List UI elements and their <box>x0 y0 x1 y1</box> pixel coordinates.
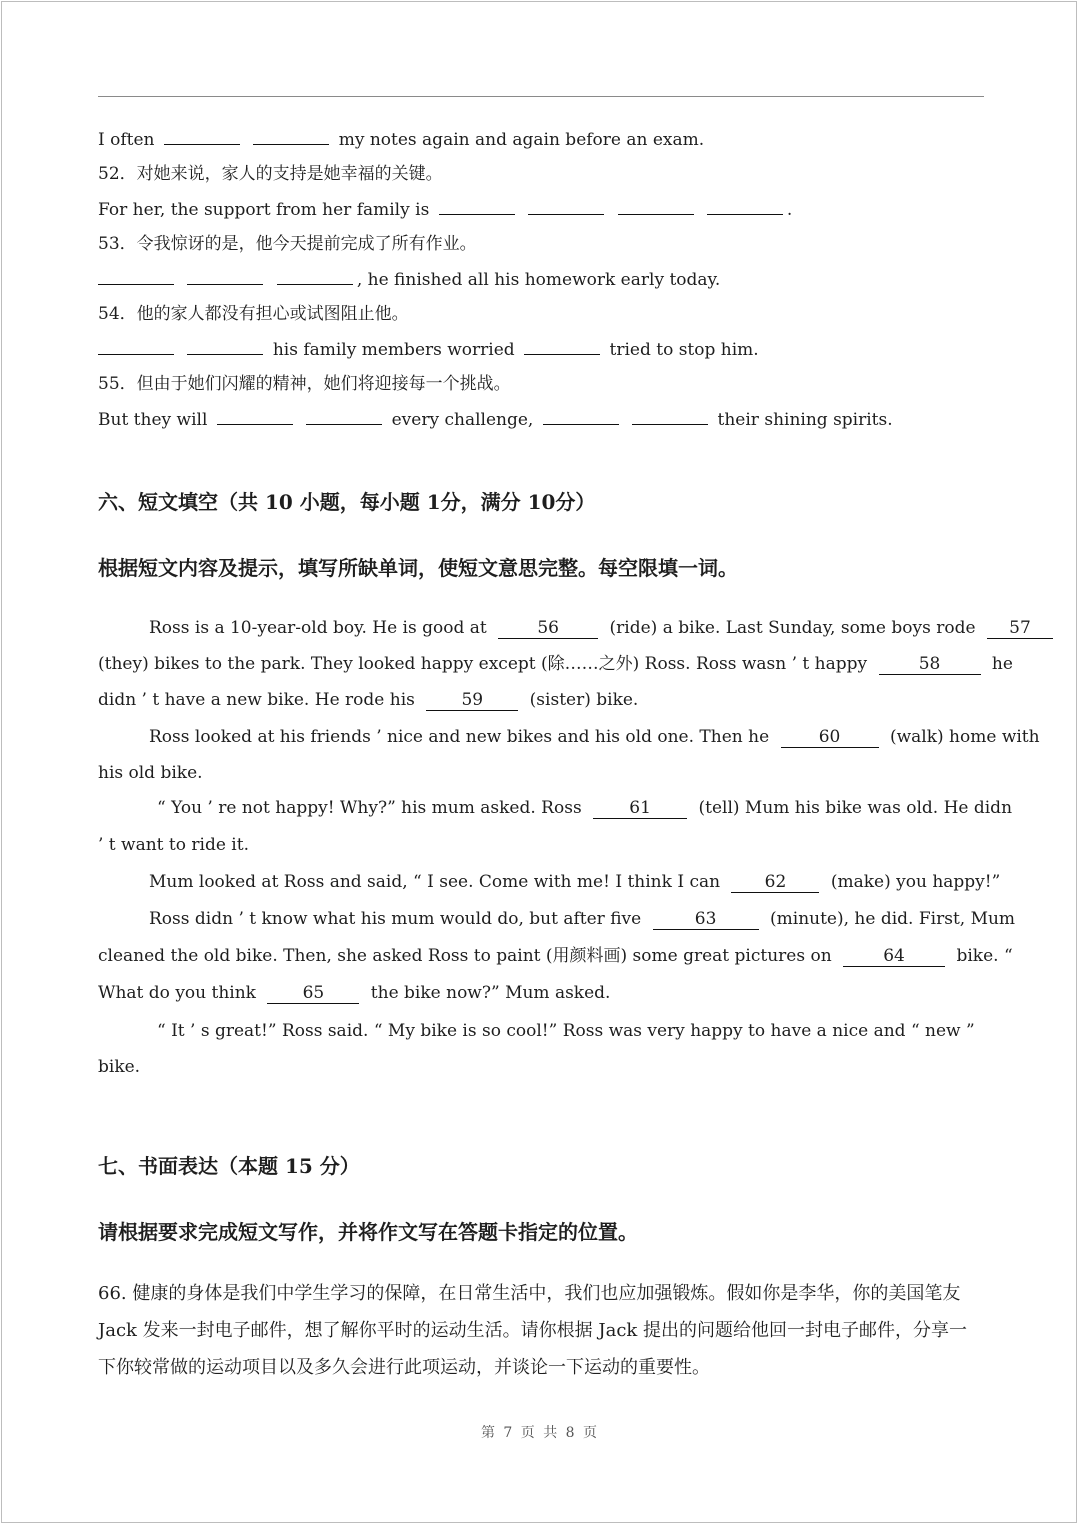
answer-blank-56[interactable]: 56 <box>498 618 598 639</box>
section6-instruction: 根据短文内容及提示，填写所缺单词，使短文意思完整。每空限填一词。 <box>98 556 738 580</box>
passage-line: didn ’ t have a new bike. He rode his 59 (sister) bike. <box>98 690 639 710</box>
answer-blank-62[interactable]: 62 <box>731 872 819 893</box>
answer-blank[interactable] <box>524 338 600 355</box>
passage-line: bike. <box>98 1057 141 1077</box>
q66-line: 66. 健康的身体是我们中学生学习的保障，在日常生活中，我们也应加强锻炼。假如你是李华，你的美国笔友 <box>98 1283 961 1304</box>
q52-line: For her, the support from her family is . <box>98 200 793 220</box>
answer-blank[interactable] <box>164 128 240 145</box>
passage-line: ’ t want to ride it. <box>98 835 249 855</box>
passage-line: Ross looked at his friends ’ nice and new bikes and his old one. Then he 60 (walk) home with <box>149 727 1040 747</box>
answer-blank[interactable] <box>439 198 515 215</box>
page-number: 第 7 页 共 8 页 <box>480 1425 600 1441</box>
answer-blank-63[interactable]: 63 <box>653 909 759 930</box>
answer-blank[interactable] <box>98 268 174 285</box>
answer-blank-58[interactable]: 58 <box>879 654 981 675</box>
passage-line: (they) bikes to the park. They looked happy except (除……之外) Ross. Ross wasn ’ t happy 58 he <box>98 654 1013 674</box>
answer-blank[interactable] <box>187 338 263 355</box>
answer-blank-65[interactable]: 65 <box>267 983 359 1004</box>
answer-blank[interactable] <box>98 338 174 355</box>
answer-blank-57[interactable]: 57 <box>987 618 1053 639</box>
q53-chinese: 53．令我惊讶的是，他今天提前完成了所有作业。 <box>98 234 477 254</box>
q54-line: his family members worried tried to stop him. <box>98 338 759 361</box>
answer-blank[interactable] <box>632 408 708 425</box>
passage-line: What do you think 65 the bike now?” Mum asked. <box>98 983 611 1003</box>
answer-blank[interactable] <box>543 408 619 425</box>
answer-blank-59[interactable]: 59 <box>426 690 518 711</box>
answer-blank-60[interactable]: 60 <box>781 727 879 748</box>
answer-blank[interactable] <box>187 268 263 285</box>
q52-chinese: 52．对她来说，家人的支持是她幸福的关键。 <box>98 164 443 184</box>
q54-chinese: 54．他的家人都没有担心或试图阻止他。 <box>98 304 409 324</box>
answer-blank[interactable] <box>277 268 353 285</box>
passage-line: “ It ’ s great!” Ross said. “ My bike is so cool!” Ross was very happy to have a nice and “ new ” <box>157 1021 975 1041</box>
answer-blank[interactable] <box>528 198 604 215</box>
section7-title: 七、书面表达（本题 15 分） <box>98 1154 360 1178</box>
answer-blank[interactable] <box>707 198 783 215</box>
answer-blank[interactable] <box>306 408 382 425</box>
q55-line: But they will every challenge, their shining spirits. <box>98 410 893 430</box>
answer-blank[interactable] <box>253 128 329 145</box>
section6-title: 六、短文填空（共 10 小题，每小题 1分，满分 10分） <box>98 490 596 514</box>
answer-blank-61[interactable]: 61 <box>593 798 687 819</box>
passage-line: Mum looked at Ross and said, “ I see. Come with me! I think I can 62 (make) you happy!” <box>149 872 1001 892</box>
answer-blank[interactable] <box>217 408 293 425</box>
q51-line: I often my notes again and again before an exam. <box>98 130 705 150</box>
header-rule <box>98 96 984 97</box>
q55-chinese: 55．但由于她们闪耀的精神，她们将迎接每一个挑战。 <box>98 374 511 394</box>
answer-blank-64[interactable]: 64 <box>843 946 945 967</box>
passage-line: cleaned the old bike. Then, she asked Ross to paint (用颜料画) some great pictures on 64 bike. “ <box>98 946 1013 966</box>
section7-instruction: 请根据要求完成短文写作，并将作文写在答题卡指定的位置。 <box>98 1220 638 1244</box>
q53-line: , he finished all his homework early today. <box>98 268 720 291</box>
passage-line: his old bike. <box>98 763 203 783</box>
q66-line: Jack 发来一封电子邮件，想了解你平时的运动生活。请你根据 Jack 提出的问题给他回一封电子邮件，分享一 <box>98 1320 968 1341</box>
passage-line: Ross didn ’ t know what his mum would do, but after five 63 (minute), he did. First, Mum <box>149 909 1016 929</box>
passage-line: “ You ’ re not happy! Why?” his mum asked. Ross 61 (tell) Mum his bike was old. He didn <box>157 798 1013 818</box>
q66-line: 下你较常做的运动项目以及多久会进行此项运动，并谈论一下运动的重要性。 <box>98 1357 710 1378</box>
answer-blank[interactable] <box>618 198 694 215</box>
passage-line: Ross is a 10-year-old boy. He is good at 56 (ride) a bike. Last Sunday, some boys rode 57 <box>149 617 1059 639</box>
